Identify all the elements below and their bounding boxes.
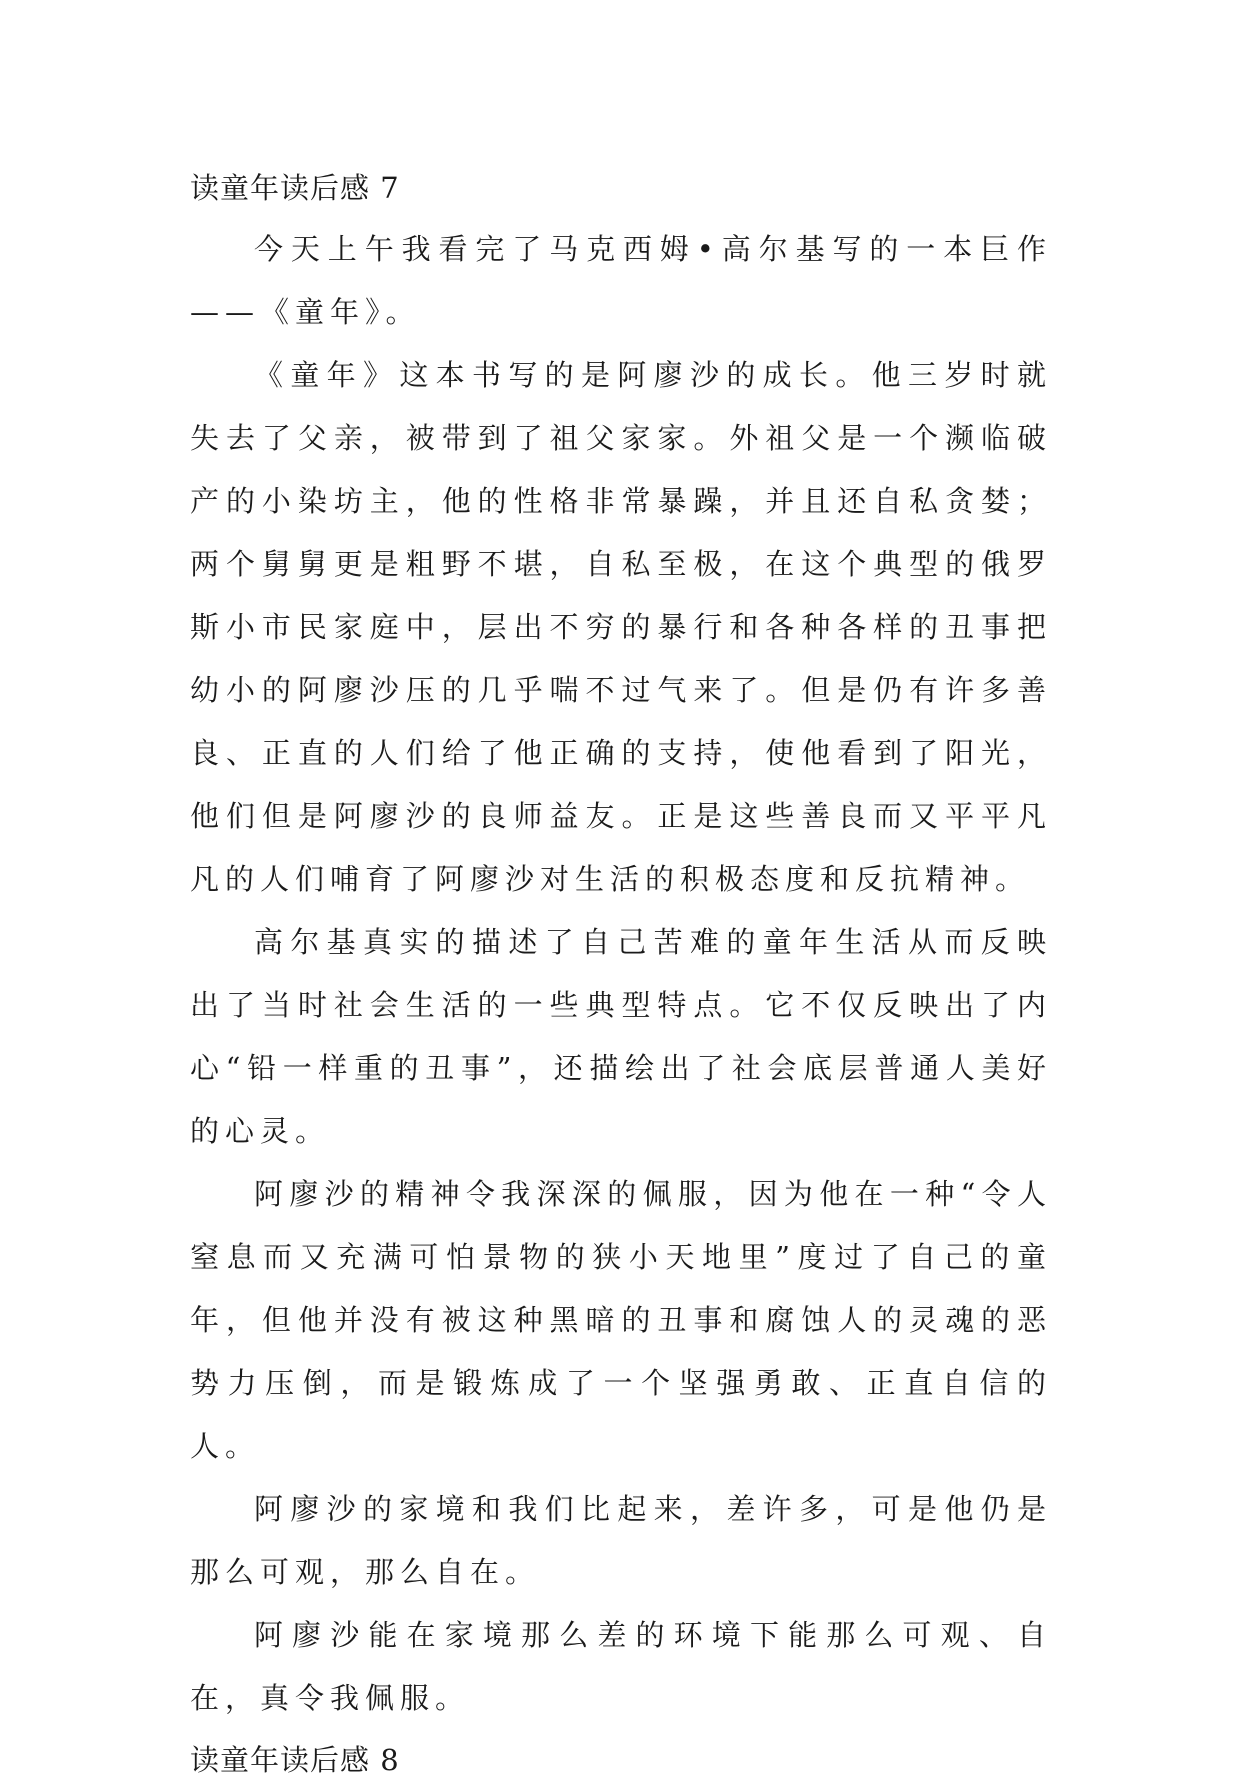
paragraph: 阿廖沙的精神令我深深的佩服，因为他在一种“令人窒息而又充满可怕景物的狭小天地里”度过了自己的童年，但他并没有被这种黑暗的丑事和腐蚀人的灵魂的恶势力压倒，而是锻炼成了一个坚强勇敢、正直自信的人。 bbox=[190, 1177, 1052, 1463]
paragraph: 阿廖沙的家境和我们比起来，差许多，可是他仍是那么可观，那么自在。 bbox=[190, 1492, 1052, 1589]
paragraph: 《童年》这本书写的是阿廖沙的成长。他三岁时就失去了父亲，被带到了祖父家家。外祖父是一个濒临破产的小染坊主，他的性格非常暴躁，并且还自私贪婪；两个舅舅更是粗野不堪，自私至极，在这个典型的俄罗斯小市民家庭中，层出不穷的暴行和各种各样的丑事把幼小的阿廖沙压的几乎喘不过气来了。但是仍有许多善良、正直的人们给了他正确的支持，使他看到了阳光，他们但是阿廖沙的良师益友。正是这些善良而又平平凡凡的人们哺育了阿廖沙对生活的积极态度和反抗精神。 bbox=[190, 358, 1052, 896]
paragraph: 阿廖沙能在家境那么差的环境下能那么可观、自在，真令我佩服。 bbox=[190, 1618, 1052, 1715]
document-body bbox=[190, 158, 1052, 1790]
paragraph: 高尔基真实的描述了自己苦难的童年生活从而反映出了当时社会生活的一些典型特点。它不仅反映出了内心“铅一样重的丑事”，还描绘出了社会底层普通人美好的心灵。 bbox=[190, 925, 1052, 1148]
section-heading: 读童年读后感 8 bbox=[190, 1743, 400, 1777]
section-heading: 读童年读后感 7 bbox=[190, 171, 400, 205]
paragraph: 今天上午我看完了马克西姆•高尔基写的一本巨作——《童年》。 bbox=[190, 232, 1052, 329]
